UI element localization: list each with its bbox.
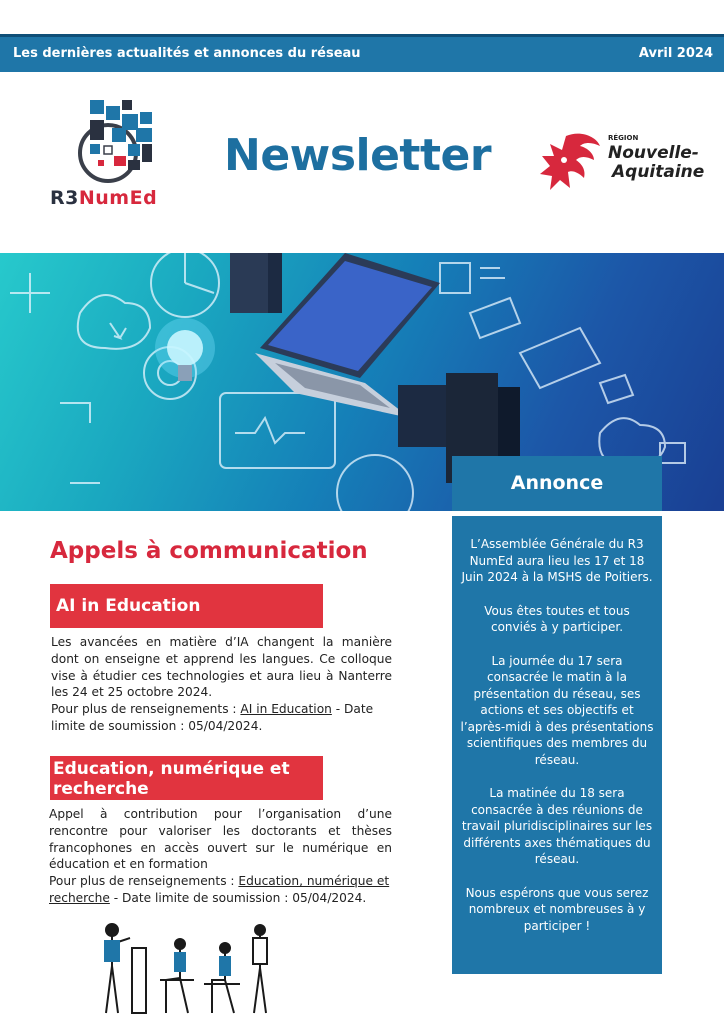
link-ai-in-education[interactable]: AI in Education — [240, 702, 332, 717]
call-description-ai-education: Les avancées en matière d’IA changent la manière dont on enseigne et apprend les langues. Ce colloque vise à étudier ces technologies et aura lieu à Nanterre les 24 et 25 octobre 2024. Pour plus de renseignements : AI in Education - Date limite de soumission : 05/04/2024. — [51, 635, 392, 733]
section-title: Appels à communication — [50, 538, 368, 564]
header-tagline: Les dernières actualités et annonces du réseau — [13, 46, 361, 61]
lion-icon — [536, 130, 604, 192]
call-description-education-numerique: Appel à contribution pour l’organisation d’une rencontre pour valoriser les doctorants et thèses francophones en accès ouvert sur le numérique en éducation et en formation Pour plus de renseignements : Education, numérique et recherche - Date limite de soumission : 05/04/2024. — [49, 807, 392, 905]
people-illustration-icon — [90, 918, 290, 1018]
annonce-panel — [452, 516, 662, 974]
annonce-paragraph: La matinée du 18 sera consacrée à des réunions de travail pluridisciplinaires sur les différents axes thématiques du réseau. — [461, 786, 653, 866]
page-title: Newsletter — [224, 130, 492, 181]
annonce-heading: Annonce — [452, 456, 662, 511]
logo-wordmark: R3NumEd — [50, 187, 158, 209]
annonce-paragraph: L’Assemblée Générale du R3 NumEd aura lieu les 17 et 18 Juin 2024 à la MSHS de Poitiers. — [461, 537, 653, 584]
call-tag-ai-education: AI in Education — [50, 584, 323, 628]
region-logo: RÉGION Nouvelle- Aquitaine — [536, 130, 706, 196]
call-tag-education-numerique: Education, numérique et recherche — [50, 756, 323, 800]
annonce-paragraph: Vous êtes toutes et tous conviés à y participer. — [484, 603, 630, 634]
annonce-paragraph: Nous espérons que vous serez nombreux et nombreuses à y participer ! — [465, 885, 649, 933]
annonce-paragraph: La journée du 17 sera consacrée le matin à la présentation du réseau, ses actions et ses objectifs et l’après-midi à des présentations scientifiques des membres du réseau. — [460, 653, 654, 767]
header-bar — [0, 34, 724, 72]
header-date: Avril 2024 — [638, 46, 713, 61]
link-education-numerique-recherche[interactable]: Education, numérique et recherche — [49, 874, 390, 905]
